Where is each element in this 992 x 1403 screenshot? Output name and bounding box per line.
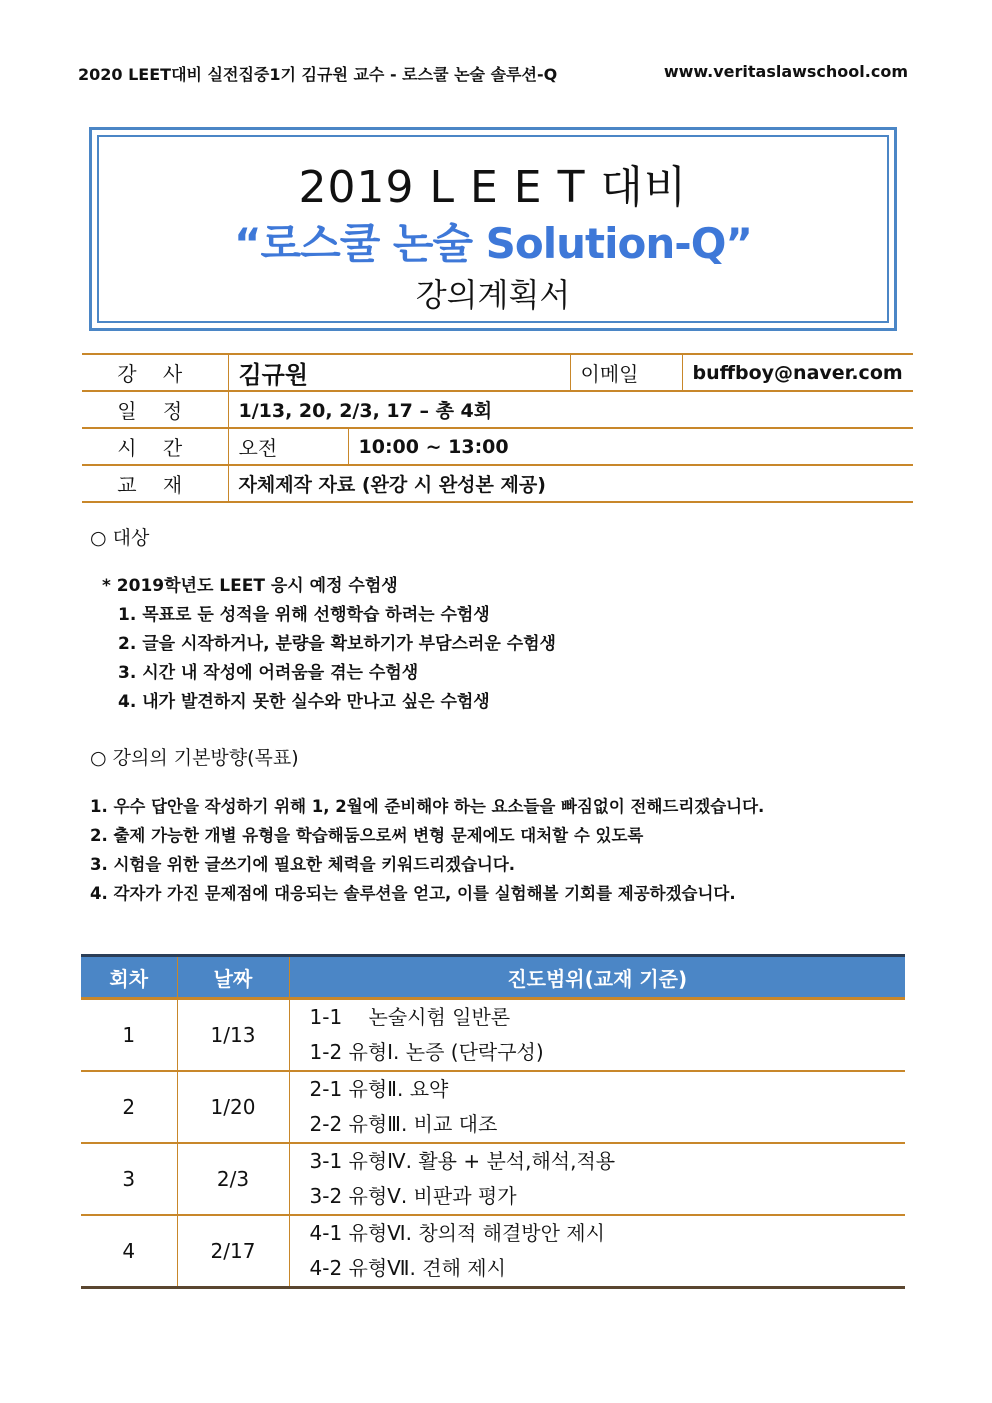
range-line: 3-1 유형Ⅳ. 활용 + 분석,해석,적용 [309, 1149, 616, 1173]
page-header [78, 62, 908, 88]
range-line: 1-2 유형Ⅰ. 논증 (단락구성) [309, 1040, 544, 1064]
info-row-schedule [82, 391, 913, 428]
info-row-material [82, 465, 913, 502]
title-line-doc: 강의계획서 [415, 276, 571, 314]
schedule-header-row [81, 956, 905, 999]
header-course-title: 2020 LEET대비 실전집중1기 김규원 교수 - 로스쿨 논술 솔루션-Q [78, 65, 558, 84]
header-date: 날짜 [177, 956, 289, 999]
target-intro: * 2019학년도 LEET 응시 예정 수험생 [102, 576, 398, 596]
range-line: 1-1 논술시험 일반론 [309, 1005, 511, 1029]
target-item: 2. 글을 시작하거나, 분량을 확보하기가 부담스러운 수험생 [118, 634, 556, 654]
lecturer-value: 김규원 [228, 354, 570, 391]
session-no: 2 [81, 1071, 177, 1143]
schedule-table [81, 954, 905, 1289]
direction-item: 4. 각자가 가진 문제점에 대응되는 솔루션을 얻고, 이를 실험해볼 기회를 제공하겠습니다. [90, 884, 736, 903]
material-value: 자체제작 자료 (완강 시 완성본 제공) [228, 465, 913, 502]
session-no: 4 [81, 1215, 177, 1288]
direction-item: 3. 시험을 위한 글쓰기에 필요한 체력을 키워드리겠습니다. [90, 855, 516, 874]
email-value: buffboy@naver.com [682, 354, 913, 391]
range-line: 3-2 유형Ⅴ. 비판과 평가 [309, 1184, 517, 1208]
session-range [289, 1143, 905, 1215]
material-label: 교 재 [82, 465, 228, 502]
info-row-lecturer [82, 354, 913, 391]
info-table [82, 353, 913, 503]
title-box-inner [97, 135, 889, 323]
time-period: 오전 [228, 428, 348, 465]
session-range [289, 1215, 905, 1288]
schedule-label: 일 정 [82, 391, 228, 428]
table-row [81, 1071, 905, 1143]
session-date: 1/20 [177, 1071, 289, 1143]
range-line: 4-2 유형Ⅶ. 견해 제시 [309, 1256, 506, 1280]
time-range: 10:00 ~ 13:00 [348, 428, 913, 465]
target-item: 3. 시간 내 작성에 어려움을 겪는 수험생 [118, 663, 419, 683]
header-range: 진도범위(교재 기준) [289, 956, 905, 999]
direction-item: 2. 출제 가능한 개별 유형을 학습해둠으로써 변형 문제에도 대처할 수 있도록 [90, 826, 644, 845]
direction-heading: ○ 강의의 기본방향(목표) [90, 747, 299, 769]
range-line: 2-2 유형Ⅲ. 비교 대조 [309, 1112, 498, 1136]
session-date: 1/13 [177, 999, 289, 1072]
session-no: 3 [81, 1143, 177, 1215]
schedule-value: 1/13, 20, 2/3, 17 – 총 4회 [228, 391, 913, 428]
session-range [289, 1071, 905, 1143]
lecturer-label: 강 사 [82, 354, 228, 391]
header-website: www.veritaslawschool.com [663, 62, 908, 81]
direction-list [90, 792, 764, 908]
title-line-course: “로스쿨 논술 Solution-Q” [233, 219, 753, 268]
target-heading: ○ 대상 [90, 527, 150, 549]
title-box [89, 127, 897, 331]
session-date: 2/17 [177, 1215, 289, 1288]
time-label: 시 간 [82, 428, 228, 465]
target-item: 1. 목표로 둔 성적을 위해 선행학습 하려는 수험생 [118, 605, 490, 625]
session-date: 2/3 [177, 1143, 289, 1215]
session-range [289, 999, 905, 1072]
target-list [102, 572, 556, 717]
target-item: 4. 내가 발견하지 못한 실수와 만나고 싶은 수험생 [118, 692, 490, 712]
range-line: 4-1 유형Ⅵ. 창의적 해결방안 제시 [309, 1221, 605, 1245]
session-no: 1 [81, 999, 177, 1072]
title-line-exam: 2019 L E E T 대비 [298, 162, 688, 213]
table-row [81, 999, 905, 1072]
info-row-time [82, 428, 913, 465]
direction-item: 1. 우수 답안을 작성하기 위해 1, 2월에 준비해야 하는 요소들을 빠짐없이 전해드리겠습니다. [90, 797, 765, 816]
table-row [81, 1215, 905, 1288]
header-session: 회차 [81, 956, 177, 999]
email-label: 이메일 [570, 354, 682, 391]
table-row [81, 1143, 905, 1215]
range-line: 2-1 유형Ⅱ. 요약 [309, 1077, 449, 1101]
